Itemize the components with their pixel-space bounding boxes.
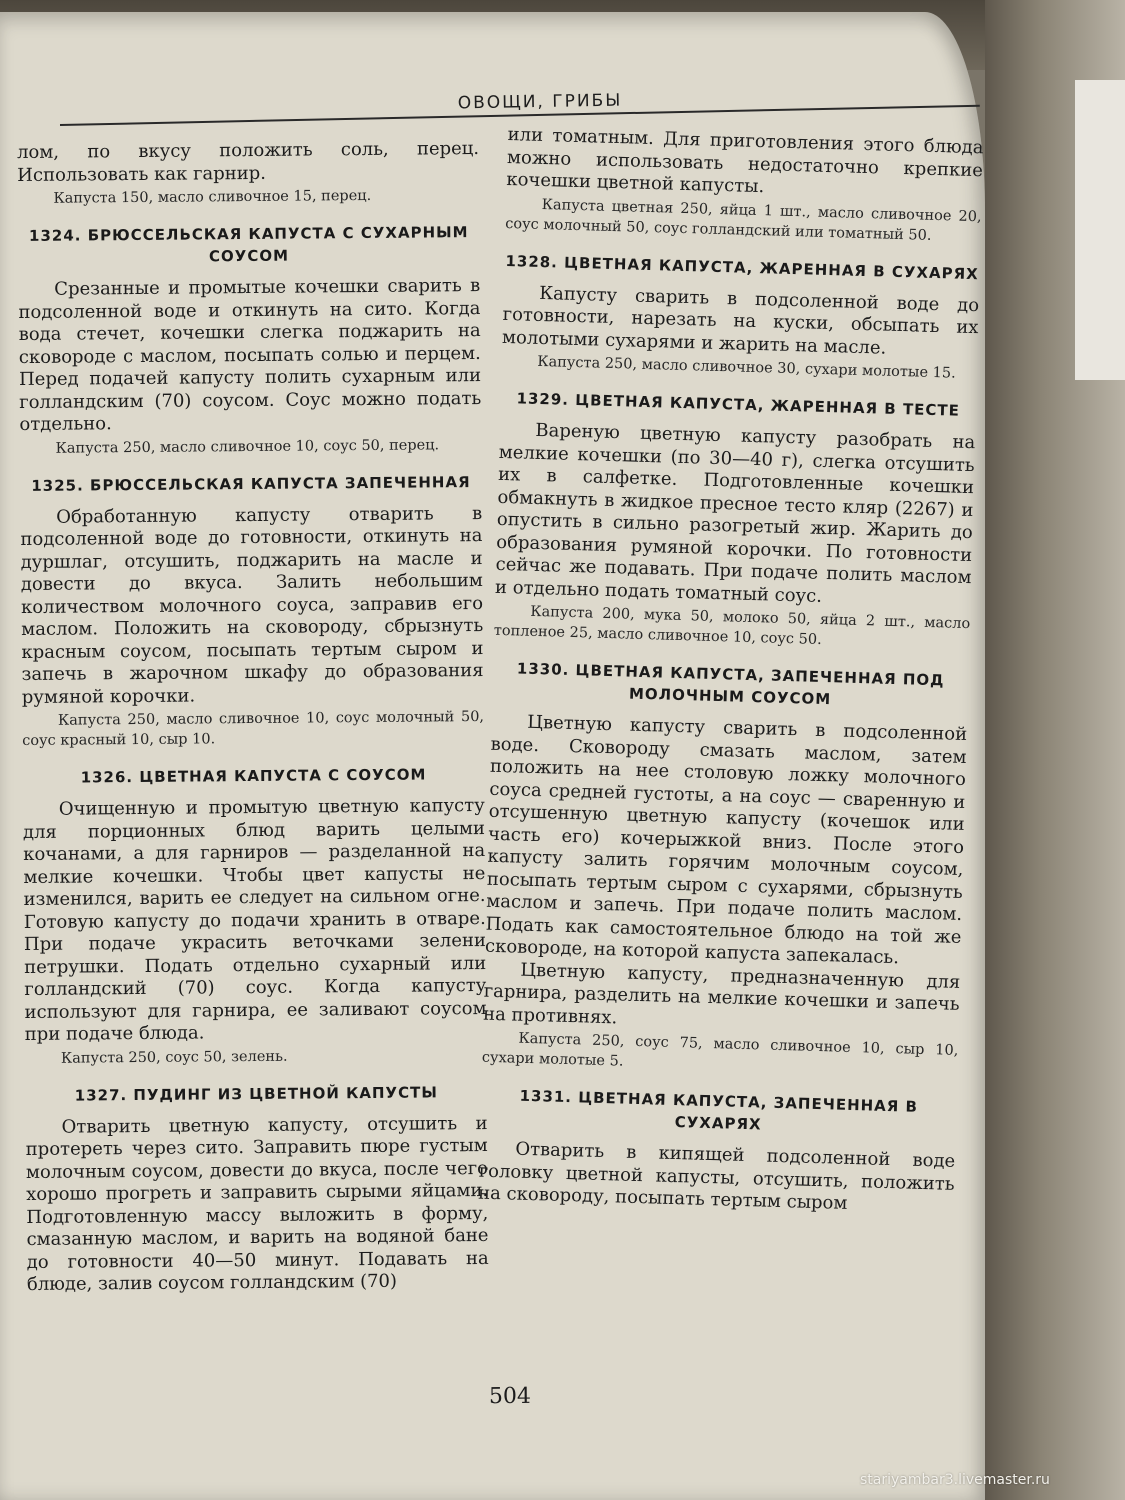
intro-ingredients-right: Капуста цветная 250, яйца 1 шт., масло сливочное 20, соус молочный 50, соус голландский или томатный 50. bbox=[504, 196, 982, 244]
recipe-ingredients-1324: Капуста 250, масло сливочное 10, соус 50, перец. bbox=[55, 436, 440, 457]
recipe-title-1328: 1328. ЦВЕТНАЯ КАПУСТА, ЖАРЕННАЯ В СУХАРЯХ bbox=[505, 251, 979, 283]
recipe-ingredients-1325: Капуста 250, масло сливочное 10, соус молочный 50, соус красный 10, сыр 10. bbox=[22, 708, 485, 750]
page-number: 504 bbox=[488, 1383, 532, 1410]
recipe-text-1326: Очищенную и промытую цветную капусту для порционных блюд варить целыми кочанами, а для гарниров — разделанной на мелкие кочешки. Чтобы цвет капусты не изменился, варить ее следует на сильном огне. Готовую капусту до подачи хранить в отваре. При подаче украсить веточками зелени петрушки. Подать отдельно сухарный или голландский (70) соус. Когда капусту используют для гарнира, ее заливают соусом при подаче блюда. bbox=[22, 794, 487, 1046]
recipe-text-1331: Отварить в кипящей подсоленной воде головку цветной капусты, отсушить, положить на сковороду, посыпать тертым сыром bbox=[477, 1138, 956, 1214]
intro-ingredients: Капуста 150, масло сливочное 15, перец. bbox=[53, 187, 372, 207]
recipe-text-1324: Срезанные и промытые кочешки сварить в подсоленной воде и откинуть на сито. Когда вода стечет, кочешки слегка поджарить на сковороде с маслом, посыпать солью и перцем. Перед подачей капусту полить сухарным или голландским (70) соусом. Соус можно подать отдельно. bbox=[18, 275, 482, 436]
recipe-title-1326: 1326. ЦВЕТНАЯ КАПУСТА С СОУСОМ bbox=[80, 765, 427, 787]
adjacent-photo-edge bbox=[1075, 80, 1125, 380]
recipe-title-1331: 1331. ЦВЕТНАЯ КАПУСТА, ЗАПЕЧЕННАЯ В СУХАРЯХ bbox=[519, 1086, 919, 1134]
recipe-text-1328: Капусту сварить в подсоленной воде до готовности, нарезать на куски, обсыпать их молотыми сухарями и жарить на масле. bbox=[501, 282, 980, 359]
recipe-text-1329: Вареную цветную капусту разобрать на мелкие кочешки (по 30—40 г), слегка отсушить их в салфетке. Подготовленные кочешки обмакнуть в жидкое пресное тесто кляр (2267) и опустить в сильно разогретый жир. Жарить до образования румяной корочки. По готовности сейчас же подавать. При подаче полить маслом и отдельно подать томатный соус. bbox=[494, 419, 976, 607]
intro-text: лом, по вкусу положить соль, перец. Использовать как гарнир. bbox=[16, 138, 480, 186]
running-head: ОВОЩИ, ГРИБЫ bbox=[457, 90, 623, 114]
recipe-ingredients-1329: Капуста 200, мука 50, молоко 50, яйца 2 шт., масло топленое 25, масло сливочное 10, соус 50. bbox=[493, 603, 971, 648]
recipe-text-1330: Цветную капусту сварить в подсоленной воде. Сковороду смазать маслом, затем положить на нее столовую ложку молочного соуса средней густоты, а на соус — сваренную и отсушенную цветную капусту (кочешок или часть его) кочерыжкой вниз. После этого капусту залить горячим молочным соусом, посыпать тертым сыром с сухарями, сбрызнуть маслом и запечь. При подаче полить маслом. Подать как самостоятельное блюдо на той же сковороде, на которой капуста запекалась. bbox=[484, 711, 968, 969]
recipe-text-1330-garnish: Цветную капусту, предназначенную для гарнира, разделить на мелкие кочешки и запечь на противнях. bbox=[482, 959, 961, 1028]
recipe-ingredients-1326: Капуста 250, соус 50, зелень. bbox=[60, 1048, 288, 1067]
book-page bbox=[0, 12, 985, 1500]
recipe-title-1330: 1330. ЦВЕТНАЯ КАПУСТА, ЗАПЕЧЕННАЯ ПОД МОЛОЧНЫМ СОУСОМ bbox=[516, 659, 945, 709]
recipe-text-1327: Отварить цветную капусту, отсушить и протереть через сито. Заправить пюре густым молочным соусом, довести до вкуса, после чего хорошо прогреть и заправить сырыми яйцами. Подготовленную массу выложить в форму, смазанную маслом, и варить на водяной бане до готовности 40—50 минут. Подавать на блюде, залив соусом голландским (70) bbox=[25, 1112, 489, 1295]
recipe-title-1329: 1329. ЦВЕТНАЯ КАПУСТА, ЖАРЕННАЯ В ТЕСТЕ bbox=[516, 389, 961, 420]
left-column bbox=[17, 138, 489, 1296]
recipe-title-1327: 1327. ПУДИНГ ИЗ ЦВЕТНОЙ КАПУСТЫ bbox=[74, 1082, 438, 1105]
recipe-title-1324: 1324. БРЮССЕЛЬСКАЯ КАПУСТА С СУХАРНЫМ СОУСОМ bbox=[28, 223, 469, 266]
right-column bbox=[478, 124, 984, 1218]
recipe-ingredients-1330: Капуста 250, соус 75, масло сливочное 10, сыр 10, сухари молотые 5. bbox=[481, 1030, 959, 1070]
recipe-title-1325: 1325. БРЮССЕЛЬСКАЯ КАПУСТА ЗАПЕЧЕННАЯ bbox=[31, 472, 471, 495]
intro-text-right: или томатным. Для приготовления этого блюда можно использовать недостаточно крепкие кочешки цветной капусты. bbox=[506, 124, 984, 198]
recipe-ingredients-1328: Капуста 250, масло сливочное 30, сухари молотые 15. bbox=[537, 353, 956, 382]
watermark: stariyambar3.livemaster.ru bbox=[860, 1472, 1050, 1488]
recipe-text-1325: Обработанную капусту отварить в подсоленной воде до готовности, откинуть на дуршлаг, отсушить, поджарить на масле и довести до вкуса. Залить небольшим количеством молочного соуса, заправив его маслом. Положить на сковороду, сбрызнуть красным соусом, посыпать тертым сыром и запечь в жарочном шкафу до образования румяной корочки. bbox=[20, 502, 484, 708]
